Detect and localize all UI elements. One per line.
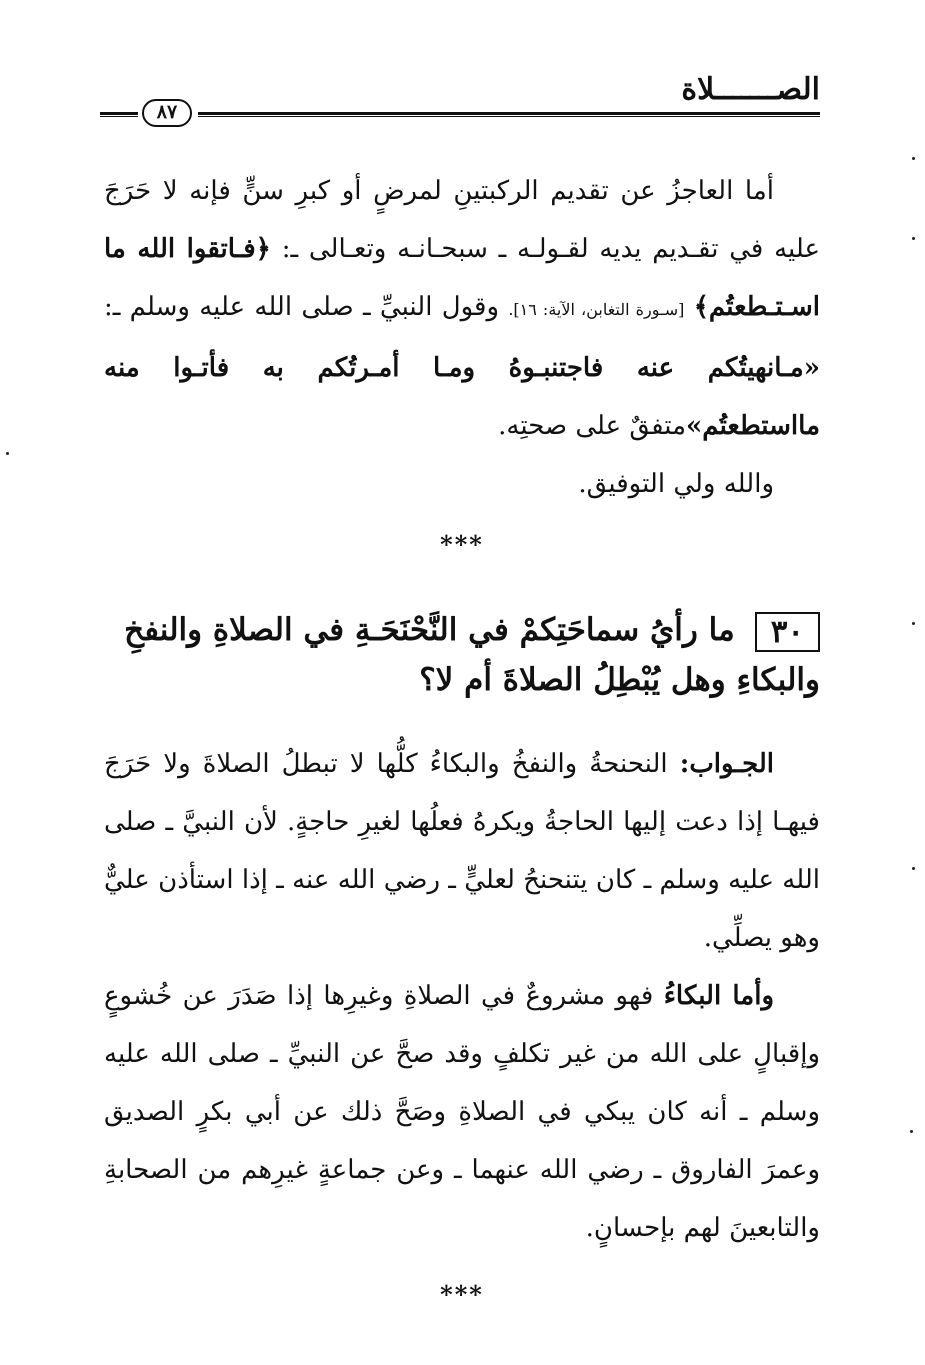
paragraph-2: والله ولي التوفيق. bbox=[578, 469, 774, 499]
quran-verse: ﴿فـاتقوا الله ما اسـتـطعتُم﴾ bbox=[104, 234, 821, 322]
margin-dot bbox=[910, 1130, 913, 1133]
question-heading bbox=[104, 605, 820, 705]
running-header bbox=[100, 72, 820, 132]
header-title: الصـــــــلاة bbox=[681, 72, 820, 107]
page-number: ٨٧ bbox=[142, 99, 192, 127]
hadith-quote: «مـانهيتُكم عنه فاجتنبـوهُ ومـا أمـرتُكم به فأتـوا منه مااستطعتُم» bbox=[104, 353, 820, 441]
page-body bbox=[104, 162, 820, 1315]
question-text: ما رأيُ سماحَتِكمْ في النَّحْنَحَـةِ في الصلاةِ والنفخِ والبكاءِ وهل يُبْطِلُ الصلاةَ أم لا؟ bbox=[124, 612, 820, 698]
verse-citation: [سـورة التغابن، الآية: ١٦]. bbox=[508, 300, 685, 319]
question-number: ٣٠ bbox=[755, 612, 820, 652]
answer-paragraph-2-text: فهو مشروعٌ في الصلاةِ وغيرِها إذا صَدَرَ عن خُشوعٍ وإقبالٍ على الله من غير تكلفٍ وقد صحَّ عن النبيِّ ـ صلى الله عليه وسلم ـ أنه كان يبكي في الصلاةِ وصَحَّ ذلك عن أبي بكرٍ الصديق وعمرَ الفاروق ـ رضي الله عنهما ـ وعن جماعةٍ غيرِهم من الصحابةِ والتابعينَ لهم بإحسانٍ. bbox=[104, 981, 820, 1243]
margin-dot bbox=[912, 867, 915, 870]
answer-paragraph-2-label: وأما البكاءُ bbox=[663, 981, 774, 1011]
margin-dot bbox=[6, 452, 9, 455]
paragraph-1-text-b: وقول النبيِّ ـ صلى الله عليه وسلم ـ: bbox=[104, 292, 500, 322]
answer-label: الجـواب: bbox=[679, 749, 775, 779]
paragraph-1 bbox=[104, 162, 820, 455]
header-rule bbox=[198, 112, 820, 117]
margin-dot bbox=[912, 157, 915, 160]
paragraph-1-text-c: متفقٌ على صحتِه. bbox=[498, 411, 687, 441]
margin-dot bbox=[912, 237, 915, 240]
answer-paragraph-1 bbox=[104, 735, 820, 967]
section-separator: *** bbox=[440, 530, 484, 559]
header-rule-left bbox=[100, 112, 138, 117]
margin-dot bbox=[912, 622, 915, 625]
paragraph-1-text-a: أما العاجزُ عن تقديم الركبتينِ لمرضٍ أو كبرِ سنٍّ فإنه لا حَرَجَ عليه في تقـديم يديه لقـولـه ـ سبحـانـه وتعـالى ـ: bbox=[104, 176, 821, 264]
answer-paragraph-1-text: النحنحةُ والنفخُ والبكاءُ كلُّها لا تبطلُ الصلاةَ ولا حَرَجَ فيهـا إذا دعت إليها الحاجةُ ويكرهُ فعلُها لغيرِ حاجةٍ. لأن النبيَّ ـ صلى الله عليه وسلم ـ كان يتنحنحُ لعليٍّ ـ رضي الله عنه ـ إذا استأذن عليٌّ وهو يصلِّي. bbox=[104, 749, 820, 953]
answer-paragraph-2 bbox=[104, 967, 820, 1257]
end-separator: *** bbox=[440, 1280, 484, 1309]
